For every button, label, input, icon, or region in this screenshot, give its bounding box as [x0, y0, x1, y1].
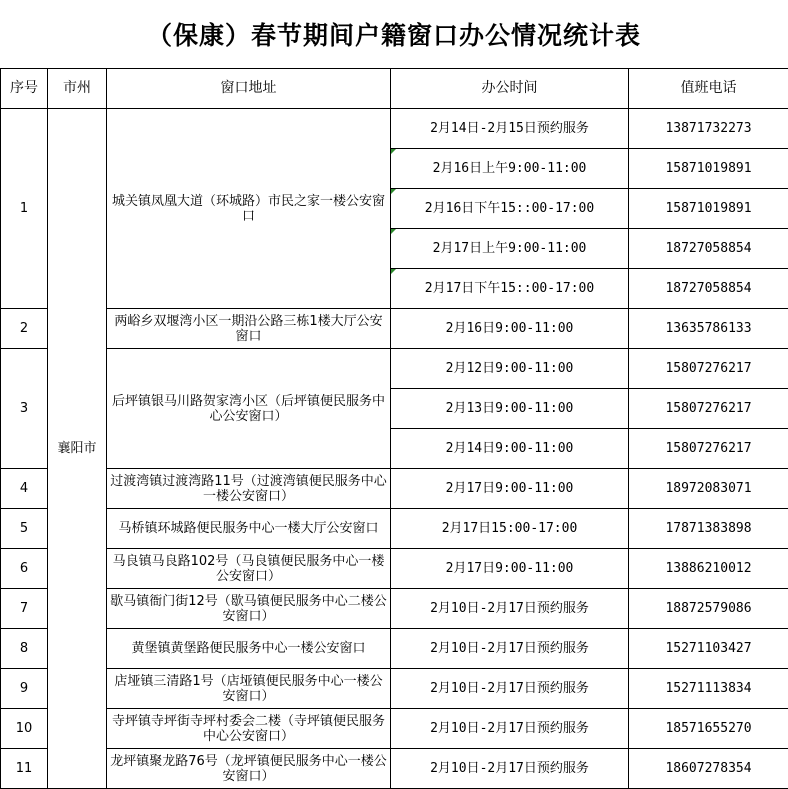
hours-cell: 2月10日-2月17日预约服务 — [391, 749, 629, 789]
address-cell: 龙坪镇聚龙路76号（龙坪镇便民服务中心一楼公安窗口） — [107, 749, 391, 789]
city-cell: 襄阳市 — [48, 109, 107, 789]
seq-cell: 8 — [1, 629, 48, 669]
phone-cell: 18872579086 — [629, 589, 788, 629]
hours-cell: 2月17日9:00-11:00 — [391, 469, 629, 509]
hours-cell: 2月10日-2月17日预约服务 — [391, 589, 629, 629]
phone-cell: 15807276217 — [629, 429, 788, 469]
hours-cell: 2月17日15:00-17:00 — [391, 509, 629, 549]
table-row — [1, 469, 788, 509]
phone-cell: 15871019891 — [629, 189, 788, 229]
address-cell: 马桥镇环城路便民服务中心一楼大厅公安窗口 — [107, 509, 391, 549]
header-city: 市州 — [48, 69, 107, 109]
header-phone: 值班电话 — [629, 69, 788, 109]
phone-cell: 15807276217 — [629, 349, 788, 389]
table-row — [1, 629, 788, 669]
phone-cell: 18571655270 — [629, 709, 788, 749]
seq-cell: 2 — [1, 309, 48, 349]
header-seq: 序号 — [1, 69, 48, 109]
hours-cell: 2月14日9:00-11:00 — [391, 429, 629, 469]
hours-cell: 2月12日9:00-11:00 — [391, 349, 629, 389]
hours-cell: 2月17日下午15::00-17:00 — [391, 269, 629, 309]
page-title: （保康）春节期间户籍窗口办公情况统计表 — [0, 0, 788, 68]
phone-cell: 15271113834 — [629, 669, 788, 709]
table-row — [1, 309, 788, 349]
seq-cell: 1 — [1, 109, 48, 309]
seq-cell: 6 — [1, 549, 48, 589]
hours-cell: 2月10日-2月17日预约服务 — [391, 629, 629, 669]
hours-cell: 2月10日-2月17日预约服务 — [391, 709, 629, 749]
header-address: 窗口地址 — [107, 69, 391, 109]
address-cell: 两峪乡双堰湾小区一期沿公路三栋1楼大厅公安窗口 — [107, 309, 391, 349]
hours-cell: 2月14日-2月15日预约服务 — [391, 109, 629, 149]
address-cell: 后坪镇银马川路贺家湾小区（后坪镇便民服务中心公安窗口） — [107, 349, 391, 469]
phone-cell: 18727058854 — [629, 229, 788, 269]
hours-cell: 2月16日9:00-11:00 — [391, 309, 629, 349]
address-cell: 寺坪镇寺坪街寺坪村委会二楼（寺坪镇便民服务中心公安窗口） — [107, 709, 391, 749]
table-row — [1, 669, 788, 709]
table-row — [1, 509, 788, 549]
header-row — [1, 69, 788, 109]
phone-cell: 15871019891 — [629, 149, 788, 189]
header-hours: 办公时间 — [391, 69, 629, 109]
phone-cell: 15807276217 — [629, 389, 788, 429]
phone-cell: 18727058854 — [629, 269, 788, 309]
phone-cell: 15271103427 — [629, 629, 788, 669]
address-cell: 马良镇马良路102号（马良镇便民服务中心一楼公安窗口） — [107, 549, 391, 589]
phone-cell: 13871732273 — [629, 109, 788, 149]
phone-cell: 18972083071 — [629, 469, 788, 509]
table-row — [1, 709, 788, 749]
address-cell: 黄堡镇黄堡路便民服务中心一楼公安窗口 — [107, 629, 391, 669]
table-row — [1, 109, 788, 149]
table-body — [1, 69, 788, 789]
seq-cell: 3 — [1, 349, 48, 469]
seq-cell: 10 — [1, 709, 48, 749]
hours-cell: 2月16日下午15::00-17:00 — [391, 189, 629, 229]
seq-cell: 5 — [1, 509, 48, 549]
table-row — [1, 549, 788, 589]
seq-cell: 11 — [1, 749, 48, 789]
table-row — [1, 749, 788, 789]
phone-cell: 13635786133 — [629, 309, 788, 349]
address-cell: 过渡湾镇过渡湾路11号（过渡湾镇便民服务中心一楼公安窗口） — [107, 469, 391, 509]
table-row — [1, 589, 788, 629]
hours-cell: 2月17日9:00-11:00 — [391, 549, 629, 589]
seq-cell: 9 — [1, 669, 48, 709]
address-cell: 歇马镇衙门街12号（歇马镇便民服务中心二楼公安窗口） — [107, 589, 391, 629]
phone-cell: 13886210012 — [629, 549, 788, 589]
hours-cell: 2月13日9:00-11:00 — [391, 389, 629, 429]
phone-cell: 18607278354 — [629, 749, 788, 789]
address-cell: 店垭镇三清路1号（店垭镇便民服务中心一楼公安窗口） — [107, 669, 391, 709]
phone-cell: 17871383898 — [629, 509, 788, 549]
table-row — [1, 349, 788, 389]
hours-cell: 2月16日上午9:00-11:00 — [391, 149, 629, 189]
seq-cell: 4 — [1, 469, 48, 509]
hours-cell: 2月10日-2月17日预约服务 — [391, 669, 629, 709]
office-hours-table — [0, 68, 788, 789]
seq-cell: 7 — [1, 589, 48, 629]
address-cell: 城关镇凤凰大道（环城路）市民之家一楼公安窗口 — [107, 109, 391, 309]
hours-cell: 2月17日上午9:00-11:00 — [391, 229, 629, 269]
